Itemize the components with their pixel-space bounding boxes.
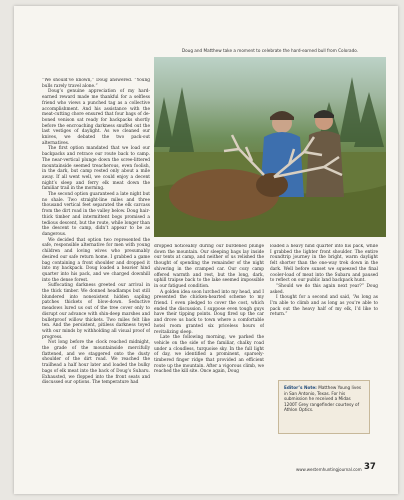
article-paragraph: Not long before the clock reached midnight, the grade of the mountainside mercifully flattened, and we staggered onto the dusty shoulder of the dirt road. We reached the trailhead a half hour later and loaded the bulky bags of elk meat into the back of Doug’s Subaru. Exhausted, we flopped into the front seats and discussed our options. The temperature had bbox=[42, 340, 150, 386]
article-paragraph: loaded a heavy hind quarter into his pack, while I grabbed the lighter front shoulder. The entire roundtrip journey in the bright, warm daylight felt shorter than the one-way trek down in the dark. Well before sunset we squeezed the final cooler-load of meat into the Subaru and paused to reflect on our public land backpack hunt. bbox=[270, 244, 378, 284]
article-paragraph: dropped noticeably during our burdened plunge down the mountain. Our sleeping bags lay inside our tents at camp, and neither of us relished the thought of spending the remainder of the night shivering in the cramped car. Our cozy camp offered warmth and rest, but the long, dark, uphill traipse back to the lake seemed impossible in our fatigued condition. bbox=[154, 244, 264, 289]
hunters-with-elk-photo bbox=[154, 57, 386, 237]
article-paragraph: We decided that option two represented the safe, responsible alternative for men with young children and loving wives who presumably desired our safe return home. I grabbed a game bag containing a front shoulder and dropped it into my backpack. Doug loaded a heavier hind quarter into his pack, and we charged downhill into the dense forest. bbox=[42, 237, 150, 283]
article-column-1 bbox=[42, 78, 150, 440]
article-paragraph: The first option mandated that we load our backpacks and retrace our route back to camp. The near-vertical plunge down the scree-littered mountainside seemed treacherous, even foolish, in the dark, but camp rested only about a mile away. If all went well, we could enjoy a decent night’s sleep and ferry elk meat down the familiar trail in the morning. bbox=[42, 146, 150, 192]
article-column-2 bbox=[154, 244, 264, 440]
photo-caption: Doug and Matthew take a moment to celebrate the hard-earned bull from Colorado. bbox=[181, 48, 359, 53]
editors-note-box bbox=[278, 380, 370, 434]
article-paragraph: Suffocating darkness greeted our arrival in the thick timber. We donned headlamps but still blundered into nonexistent hidden sapling patches thickets of blow-down. Seductive meadows lured us out of the tree cover only to disrupt our advance with shin-deep marshes and bulletproof willow thickets. Two miles felt like ten. And the persistent, pitiless darkness toyed with our minds by withholding all visual proof of progress. bbox=[42, 283, 150, 340]
magazine-page bbox=[14, 6, 398, 494]
article-paragraph: Late the following morning, we parked the vehicle on the side of the familiar, chalky road under a cloudless, turquoise sky. In the full light of day, we identified a prominent, sparsely-timbered finger ridge that provided an efficient route up the mountain. After a vigorous climb, we reached the kill site. Once again, Doug bbox=[154, 335, 264, 375]
page-number: 37 bbox=[364, 462, 376, 472]
article-paragraph: I thought for a second and said, “As long as I’m able to climb and as long as you’re able to pack out the heavy half of my elk, I’d like to return.” bbox=[270, 295, 378, 318]
article-paragraph: A golden idea soon lurched into my head, and I presented the chicken-hearted scheme to my friend. I even pledged to cover the cost, which ended the discussion. I suppose even tough guys have their tipping points. Doug fired up the car and drove us back to town where a comfortable hotel room granted six priceless hours of revitalizing sleep. bbox=[154, 289, 264, 335]
article-paragraph: “We should’ve known,” Doug answered. “Young bulls rarely travel alone.” bbox=[42, 78, 150, 89]
editors-note-label: Editor’s Note: bbox=[284, 385, 317, 390]
editors-note-text: Matthew Young lives in San Antonio, Texas. For his submission he received a Midas 1200T Grey rangefinder courtesy of Athlon Optics. bbox=[284, 385, 362, 413]
article-column-3 bbox=[270, 244, 378, 354]
article-paragraph: Doug’s genuine appreciation of my hard-earned reward made me thankful for a selfless friend who views a punched tag as a collective accomplishment. And his assistance with the meat-cutting chore ensured that four bags of de-boned venison sat ready for backpacks shortly before the encroaching darkness snuffed out the last vestiges of daylight. As we cleaned our knives, we debated the two pack-out alternatives. bbox=[42, 89, 150, 146]
photo-illustration bbox=[154, 57, 386, 237]
article-paragraph: “Should we do this again next year?” Doug asked. bbox=[270, 283, 378, 295]
footer-url: www.westernhuntingjournal.com bbox=[296, 467, 362, 472]
article-paragraph: The second option guaranteed a late night but no shale. Two straight-line miles and three thousand vertical feet separated the elk carcass from the dirt road in the valley below. Doug hair-thick timber and intermittent bogs promised a tedious descent, but the route, while longer than the descent to camp, didn’t appear to be as dangerous. bbox=[42, 192, 150, 237]
